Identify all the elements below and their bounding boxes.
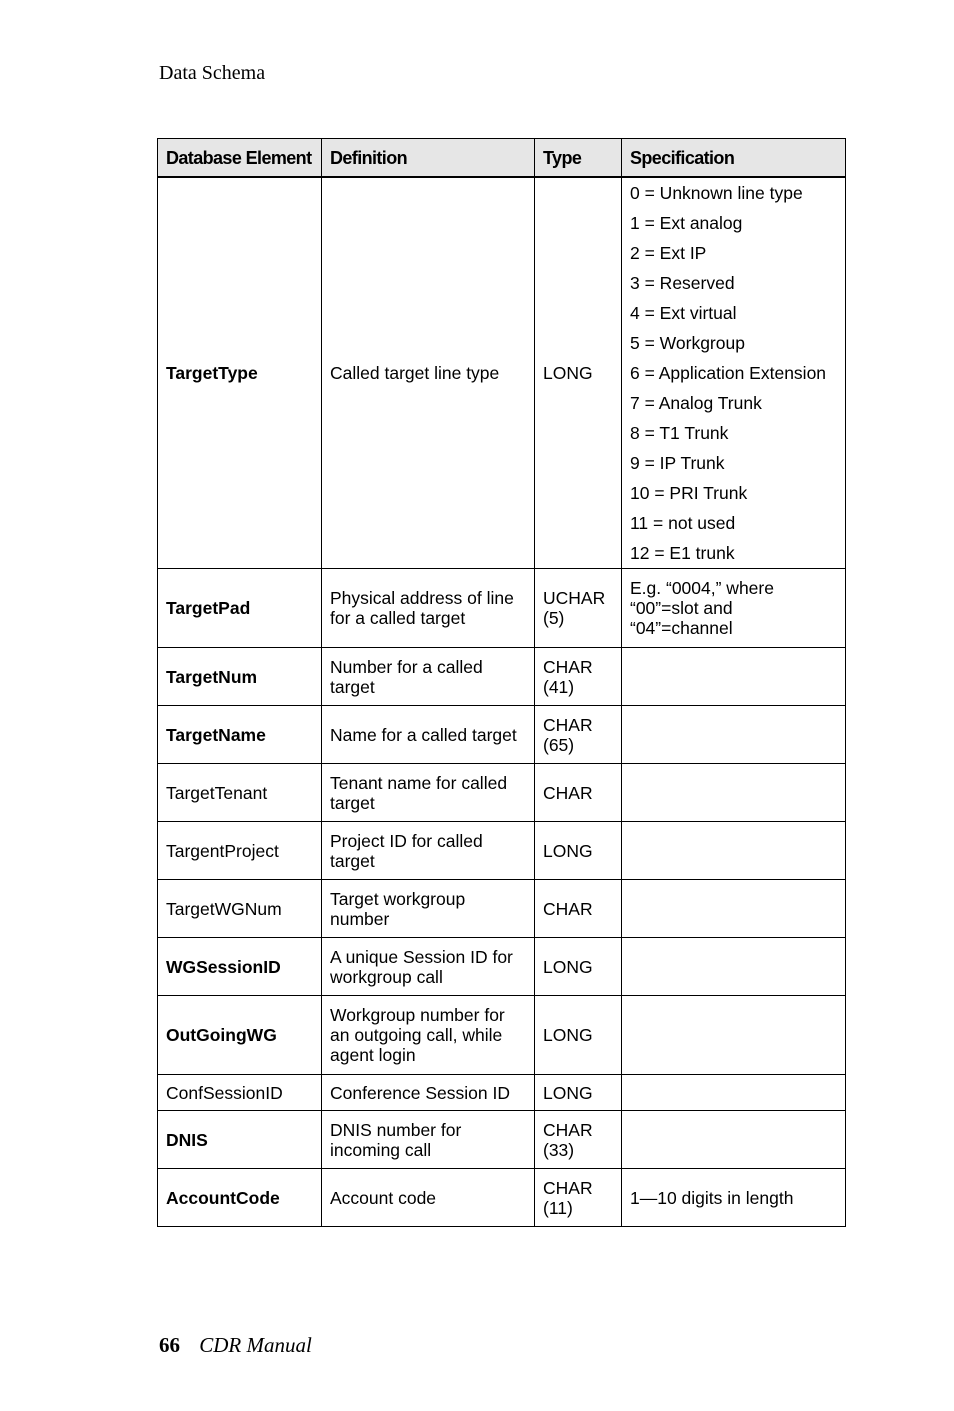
line-type-list [630,178,837,568]
list-item: 12 = E1 trunk [630,543,735,563]
definition-cell: Physical address of line for a called target [322,569,535,648]
table-row [158,1111,846,1169]
element-cell: TargetPad [158,569,322,648]
type-cell: LONG [535,938,622,996]
page-number: 66 [159,1333,180,1357]
definition-cell: Name for a called target [322,706,535,764]
element-cell: OutGoingWG [158,996,322,1075]
definition-cell: Account code [322,1169,535,1227]
table-row [158,569,846,648]
specification-cell [622,822,846,880]
specification-cell [622,880,846,938]
list-item: 6 = Application Extension [630,363,827,383]
column-header-element: Database Element [158,139,322,178]
list-item: 2 = Ext IP [630,243,707,263]
type-cell: CHAR [535,764,622,822]
element-cell: DNIS [158,1111,322,1169]
data-schema-table [157,138,846,1227]
type-cell: LONG [535,996,622,1075]
list-item: 5 = Workgroup [630,333,745,353]
specification-cell [622,648,846,706]
table-row [158,822,846,880]
definition-cell: Number for a called target [322,648,535,706]
list-item: 11 = not used [630,513,736,533]
type-cell: UCHAR (5) [535,569,622,648]
type-cell: CHAR (11) [535,1169,622,1227]
specification-cell [622,1111,846,1169]
table-row [158,996,846,1075]
definition-cell: Target workgroup number [322,880,535,938]
list-item: 9 = IP Trunk [630,453,725,473]
table-row [158,1169,846,1227]
type-cell: LONG [535,1075,622,1111]
specification-cell [622,1075,846,1111]
specification-cell [622,938,846,996]
specification-cell [622,177,846,569]
definition-cell: Conference Session ID [322,1075,535,1111]
definition-cell: DNIS number for incoming call [322,1111,535,1169]
type-cell: CHAR (33) [535,1111,622,1169]
specification-cell [622,764,846,822]
column-header-definition: Definition [322,139,535,178]
table-row [158,177,846,569]
type-cell: CHAR [535,880,622,938]
list-item: 3 = Reserved [630,273,735,293]
element-cell: TargentProject [158,822,322,880]
definition-cell: A unique Session ID for workgroup call [322,938,535,996]
definition-cell: Workgroup number for an outgoing call, while agent login [322,996,535,1075]
running-header: Data Schema [159,62,266,84]
column-header-type: Type [535,139,622,178]
table-row [158,1075,846,1111]
specification-cell: E.g. “0004,” where “00”=slot and “04”=channel [622,569,846,648]
list-item: 4 = Ext virtual [630,303,737,323]
element-cell: TargetTenant [158,764,322,822]
type-cell: CHAR (65) [535,706,622,764]
element-cell: ConfSessionID [158,1075,322,1111]
type-cell: CHAR (41) [535,648,622,706]
element-cell: WGSessionID [158,938,322,996]
table-row [158,938,846,996]
specification-cell: 1—10 digits in length [622,1169,846,1227]
list-item: 10 = PRI Trunk [630,483,748,503]
table-header-row [158,139,846,178]
manual-title: CDR Manual [199,1333,312,1357]
type-cell: LONG [535,822,622,880]
table-row [158,880,846,938]
definition-cell: Tenant name for called target [322,764,535,822]
table-row [158,706,846,764]
list-item: 7 = Analog Trunk [630,393,762,413]
element-cell: TargetName [158,706,322,764]
element-cell: TargetType [158,177,322,569]
list-item: 0 = Unknown line type [630,183,803,203]
definition-cell: Called target line type [322,177,535,569]
definition-cell: Project ID for called target [322,822,535,880]
element-cell: TargetWGNum [158,880,322,938]
table-row [158,648,846,706]
column-header-specification: Specification [622,139,846,178]
page-footer [159,1333,312,1358]
element-cell: AccountCode [158,1169,322,1227]
list-item: 8 = T1 Trunk [630,423,729,443]
table-row [158,764,846,822]
specification-cell [622,996,846,1075]
specification-cell [622,706,846,764]
type-cell: LONG [535,177,622,569]
list-item: 1 = Ext analog [630,213,743,233]
element-cell: TargetNum [158,648,322,706]
